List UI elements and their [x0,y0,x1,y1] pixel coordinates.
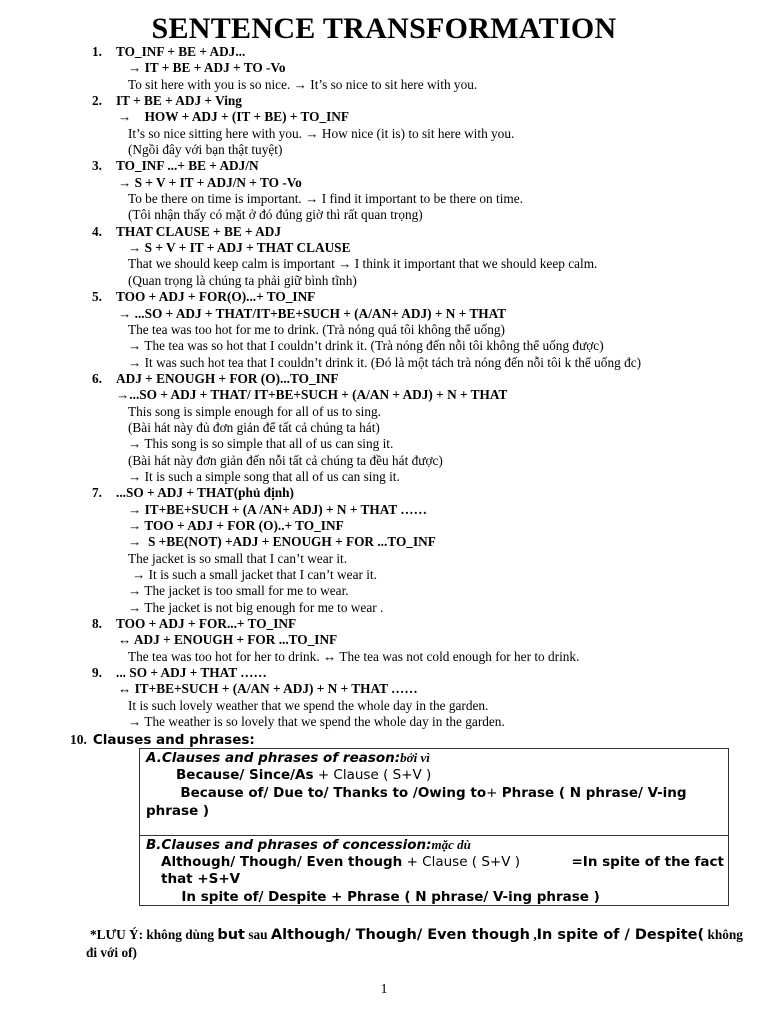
rule-7-example [0,600,768,616]
arrow-icon: → [128,240,142,256]
rule-formula: ...SO + ADJ + THAT/ IT+BE+SUCH + (A/AN + ADJ) + N + THAT [129,387,508,403]
rule-2-example [0,126,768,142]
phrase-rule: Phrase ( N phrase/ V-ing [501,785,687,801]
note-prepositions: In spite of / Despite( [536,927,705,943]
translation: (Ngồi đây với bạn thật tuyệt) [128,142,283,158]
concession-clause-line-cont: that +S+V [161,871,241,887]
example-sentence: That we should keep calm is important [128,256,335,272]
double-arrow-icon: ↔ [322,648,337,664]
example-sentence: I think it important that we should keep calm. [354,256,598,272]
arrow-icon: → [116,387,130,403]
translation: (Bài hát này đơn giản đến nỗi tất cả chúng ta đều hát được) [128,452,443,468]
rule-formula: ...SO + ADJ + THAT/IT+BE+SUCH + (A/AN+ ADJ) + N + THAT [134,305,507,321]
rule-number: 6. [92,370,102,386]
arrow-icon: → [132,567,146,582]
rule-6-example [0,436,768,452]
rule-number: 5. [92,289,102,305]
rule-formula: S + V + IT + ADJ/N + TO -Vo [134,174,302,190]
clause-rule: + Clause ( S+V ) [406,854,521,870]
rule-3-transform [0,175,768,191]
rule-7-example [0,551,768,567]
translation: (Bài hát này đủ đơn giản để tất cả chúng ta hát) [128,419,380,435]
note-but: but [217,927,245,943]
rule-7-example [0,583,768,599]
rule-5-line [0,289,768,305]
arrow-icon: → [128,338,142,354]
note-not: không [707,927,743,942]
reason-prepositions: Because of/ Due to/ Thanks to /Owing to [180,785,487,801]
rule-5-example [0,322,768,338]
example-sentence: This song is simple enough for all of us to sing. [128,403,381,419]
rule-7-line [0,485,768,501]
rule-formula: IT + BE + ADJ + Ving [116,93,242,109]
rule-formula: IT+BE+SUCH + (A /AN+ ADJ) + N + THAT …… [144,501,427,517]
arrow-icon: → [128,583,142,599]
rule-number: 4. [92,223,102,239]
rule-2-translation [0,142,768,158]
rule-9-transform [0,681,768,697]
example-sentence: It’s so nice sitting here with you. [128,125,302,141]
reason-translation: bởi vì [400,750,430,765]
rule-formula: ADJ + ENOUGH + FOR ...TO_INF [133,632,338,648]
rule-8-example [0,649,768,665]
rule-formula: IT + BE + ADJ + TO -Vo [144,60,286,76]
arrow-icon: → [128,714,142,730]
arrow-icon: → [305,125,319,141]
example-sentence: The tea was too hot for her to drink. [128,648,320,664]
example-sentence: The jacket is so small that I can’t wear it. [128,550,348,566]
rule-1-line [0,44,768,60]
example-sentence: To sit here with you is so nice. [128,76,291,92]
arrow-icon: → [118,109,132,125]
rule-4-transform [0,240,768,256]
example-sentence: The tea was not cold enough for her to drink. [339,648,580,664]
rule-7-transform [0,518,768,534]
concession-translation: mặc dù [431,837,471,852]
rules-list [0,44,768,730]
concession-clause-line [161,853,724,871]
rule-number: 3. [92,158,102,174]
rule-formula: TO_INF ...+ BE + ADJ/N [116,158,259,174]
note-after: sau [248,927,268,942]
reason-conjunctions: Because/ Since/As [176,767,314,783]
translation: (Tôi nhận thấy có mặt ở đó đúng giờ thì rất quan trọng) [128,207,423,223]
note-lead: *LƯU Ý: không dùng [90,927,215,942]
concession-phrase-line [172,888,600,906]
arrow-icon: → [128,517,142,533]
arrow-icon: → [128,436,142,452]
arrow-icon: → [293,76,307,92]
rule-formula: HOW + ADJ + (IT + BE) + TO_INF [144,109,350,125]
example-sentence: The tea was so hot that I couldn’t drink it. (Trà nóng đến nỗi tôi không thể uống được) [144,338,604,354]
rule-formula: TOO + ADJ + FOR(O)...+ TO_INF [116,289,316,305]
usage-note [86,926,743,961]
rule-number: 1. [92,44,102,59]
example-sentence: It is such a simple song that all of us can sing it. [144,468,400,484]
rule-number: 9. [92,665,102,681]
example-sentence: The jacket is not big enough for me to wear . [144,599,384,615]
rule-6-translation [0,453,768,469]
note-conjunctions: Although/ Though/ Even though [270,927,530,943]
rule-3-example [0,191,768,207]
rule-formula: IT+BE+SUCH + (A/AN + ADJ) + N + THAT …… [134,681,418,697]
reason-phrase-line-cont: phrase ) [146,803,210,819]
rule-3-translation [0,207,768,223]
example-sentence: It’s so nice to sit here with you. [310,76,478,92]
arrow-icon: → [118,174,132,190]
concession-title: B.Clauses and phrases of concession: [146,837,432,853]
rule-6-line [0,371,768,387]
arrow-icon: → [338,256,352,272]
example-sentence: How nice (it is) to sit here with you. [321,125,515,141]
rule-7-transform [0,534,768,550]
clauses-phrases-box [139,748,729,906]
example-sentence: It is such lovely weather that we spend the whole day in the garden. [128,697,489,713]
reason-title: A.Clauses and phrases of reason: [146,750,401,766]
arrow-icon: → [128,534,142,550]
rule-6-example [0,404,768,420]
rule-9-example [0,714,768,730]
arrow-icon: → [305,191,319,207]
concession-conjunctions: Although/ Though/ Even though [161,854,403,870]
example-sentence: The jacket is too small for me to wear. [144,583,349,599]
section-title: Clauses and phrases: [92,732,255,748]
arrow-icon: → [128,599,142,615]
rule-formula: ADJ + ENOUGH + FOR (O)...TO_INF [116,370,339,386]
rule-6-transform [0,387,768,403]
clause-rule: + Clause ( S+V ) [317,767,432,783]
note-comma: , [533,927,537,942]
rule-formula: TO_INF + BE + ADJ... [116,44,246,59]
rule-formula: TOO + ADJ + FOR (O)..+ TO_INF [144,517,344,533]
rule-formula: TOO + ADJ + FOR...+ TO_INF [116,616,297,632]
arrow-icon: → [128,60,142,76]
rule-formula: ...SO + ADJ + THAT(phủ định) [116,485,294,501]
example-sentence: The tea was too hot for me to drink. (Trà nóng quá tôi không thể uống) [128,321,505,337]
translation: (Quan trọng là chúng ta phải giữ bình tĩnh) [128,272,357,288]
rule-number: 2. [92,93,102,109]
rule-9-example [0,698,768,714]
rule-1-transform [0,60,768,76]
concession-phrase-rule: In spite of/ Despite + Phrase ( N phrase/ V-ing phrase ) [181,889,600,905]
example-sentence: It was such hot tea that I couldn’t drink it. (Đó là một tách trà nóng đến nỗi tôi k thể uống đc) [144,354,642,370]
rule-8-line [0,616,768,632]
reason-clause-line [176,766,431,784]
arrow-icon: → [128,468,142,484]
rule-2-line [0,93,768,109]
reason-phrase-line [146,784,724,802]
example-sentence: It is such a small jacket that I can’t wear it. [148,567,377,582]
rule-3-line [0,158,768,174]
rule-number: 8. [92,616,102,632]
plus-sign: + [486,785,498,801]
rule-formula: THAT CLAUSE + BE + ADJ [116,223,282,239]
rule-5-example [0,338,768,354]
example-sentence: I find it important to be there on time. [321,191,523,207]
double-arrow-icon: ↔ [118,681,132,697]
arrow-icon: → [128,354,142,370]
example-sentence: To be there on time is important. [128,191,302,207]
note-line2: đi với of) [86,945,137,960]
rule-formula: S +BE(NOT) +ADJ + ENOUGH + FOR ...TO_INF [147,534,436,550]
page-number: 1 [380,982,388,997]
rule-2-transform [0,109,768,125]
example-sentence: The weather is so lovely that we spend the whole day in the garden. [144,714,505,730]
rule-5-example [0,355,768,371]
rule-1-example [0,77,768,93]
example-sentence: This song is so simple that all of us can sing it. [144,436,394,452]
rule-5-transform [0,306,768,322]
page-title: SENTENCE TRANSFORMATION [151,12,617,45]
arrow-icon: → [118,305,132,321]
section-10-heading [70,731,255,749]
rule-number: 7. [92,485,102,501]
arrow-icon: → [128,501,142,517]
rule-6-translation [0,420,768,436]
rule-6-example [0,469,768,485]
rule-4-line [0,224,768,240]
rule-8-transform [0,632,768,648]
reason-heading [146,749,430,767]
section-number: 10. [70,732,87,747]
rule-7-example [0,567,768,583]
rule-7-transform [0,502,768,518]
rule-4-example [0,256,768,272]
rule-9-line [0,665,768,681]
double-arrow-icon: ↔ [118,632,132,648]
equivalent-rule: =In spite of the fact [571,854,724,870]
rule-4-translation [0,273,768,289]
rule-formula: S + V + IT + ADJ + THAT CLAUSE [144,240,351,256]
concession-heading [146,836,471,854]
rule-formula: ... SO + ADJ + THAT …… [116,665,267,681]
